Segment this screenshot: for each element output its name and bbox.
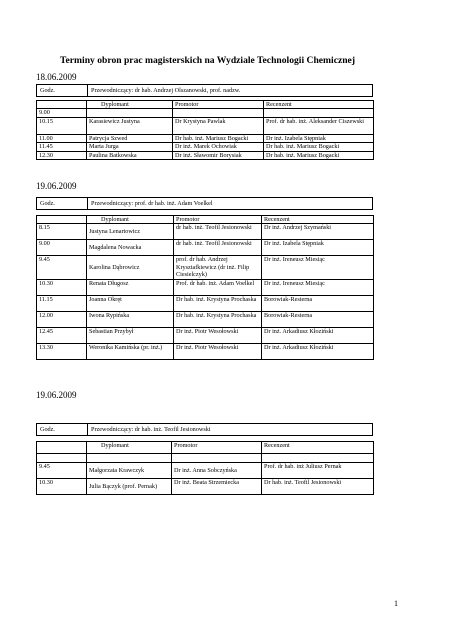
table-row bbox=[37, 109, 374, 117]
table-row bbox=[37, 296, 374, 312]
student-cell: Małgorzata Krawczyk bbox=[87, 463, 172, 479]
reviewer-cell: Dr hab. inż. Mariusz Bogacki bbox=[264, 151, 374, 159]
header-dyplomant: Dyplomant bbox=[87, 101, 173, 109]
time-cell: 12.00 bbox=[37, 312, 87, 328]
reviewer-cell: Dr inż. Izabela Stępniak bbox=[264, 134, 374, 142]
student-cell: Marta Jurga bbox=[87, 143, 173, 151]
student-cell: Iwona Rypińska bbox=[87, 312, 174, 328]
table-row bbox=[37, 312, 374, 328]
table-row bbox=[37, 479, 374, 495]
reviewer-cell: Borowiak-Resterna bbox=[262, 296, 374, 312]
table-header-row bbox=[37, 442, 374, 454]
table-row bbox=[37, 256, 374, 280]
header-promotor: Promotor bbox=[172, 442, 262, 454]
student-cell: Karolina Dąbrowicz bbox=[87, 256, 174, 280]
section-meta-box bbox=[36, 423, 373, 436]
time-cell: 11.00 bbox=[37, 134, 87, 142]
supervisor-cell: Dr Krystyna Pawlak bbox=[173, 117, 264, 134]
reviewer-cell: Dr inż. Ireneusz Miesiąc bbox=[262, 256, 374, 280]
student-cell: Julia Bączyk (prof. Pernak) bbox=[87, 479, 172, 495]
table-row bbox=[37, 240, 374, 256]
student-cell: Sebastian Przybył bbox=[87, 328, 174, 344]
header-dyplomant: Dyplomant bbox=[87, 216, 174, 224]
student-cell: Weronika Kamińska (pr. inż.) bbox=[87, 344, 174, 360]
document-title: Terminy obron prac magisterskich na Wydziale Technologii Chemicznej bbox=[60, 55, 356, 66]
section-meta-box bbox=[36, 197, 373, 210]
student-cell: Renata Długosz bbox=[87, 280, 174, 296]
student-cell: Karasiewicz Justyna bbox=[87, 117, 173, 134]
chair-text: Przewodniczący: prof. dr hab. inż. Adam Voelkel bbox=[91, 200, 213, 207]
section-meta-box bbox=[36, 84, 373, 97]
godz-label: Godz. bbox=[40, 87, 55, 94]
time-cell: 11.15 bbox=[37, 296, 87, 312]
page-number: 1 bbox=[394, 599, 398, 608]
reviewer-cell: Dr inż. Arkadiusz Kłoziński bbox=[262, 328, 374, 344]
table-row bbox=[37, 117, 374, 134]
reviewer-cell: Dr inż. Andrzej Szymański bbox=[262, 224, 374, 240]
header-recenzent: Recenzent bbox=[262, 442, 374, 454]
reviewer-cell bbox=[264, 109, 374, 117]
supervisor-cell: Prof. dr hab. inż. Adam Voelkel bbox=[174, 280, 262, 296]
spacer-row bbox=[37, 454, 374, 463]
student-cell bbox=[87, 109, 173, 117]
supervisor-cell: Dr inż. Sławomir Borysiak bbox=[173, 151, 264, 159]
supervisor-cell bbox=[173, 109, 264, 117]
time-cell: 10.30 bbox=[37, 479, 87, 495]
time-cell: 9.00 bbox=[37, 109, 87, 117]
reviewer-cell: Borowiak-Resterna bbox=[262, 312, 374, 328]
supervisor-cell: Dr inż. Beata Strzemiecka bbox=[172, 479, 262, 495]
header-dyplomant: Dyplomant bbox=[87, 442, 172, 454]
reviewer-cell: Dr hab. inż. Teofil Jesionowski bbox=[262, 479, 374, 495]
header-promotor: Promotor bbox=[173, 101, 264, 109]
time-cell: 9.45 bbox=[37, 256, 87, 280]
table-header-row bbox=[37, 216, 374, 224]
schedule-table bbox=[36, 100, 374, 160]
section-date: 18.06.2009 bbox=[36, 72, 77, 82]
supervisor-cell: Dr hab. inż. Krystyna Prochaska bbox=[174, 296, 262, 312]
student-cell: Justyna Lenartowicz bbox=[87, 224, 174, 240]
table-row bbox=[37, 134, 374, 142]
time-cell: 10.30 bbox=[37, 280, 87, 296]
supervisor-cell: Dr inż. Piotr Wesołowski bbox=[174, 344, 262, 360]
table-row bbox=[37, 328, 374, 344]
time-cell: 12.45 bbox=[37, 328, 87, 344]
reviewer-cell: Dr inż. Arkadiusz Kłoziński bbox=[262, 344, 374, 360]
time-cell: 9.00 bbox=[37, 240, 87, 256]
reviewer-cell: Prof. dr hab. inż Juliusz Pernak bbox=[262, 463, 374, 479]
supervisor-cell: Dr hab. inż. Krystyna Prochaska bbox=[174, 312, 262, 328]
time-cell: 8.15 bbox=[37, 224, 87, 240]
schedule-table bbox=[36, 441, 374, 495]
time-cell: 10.15 bbox=[37, 117, 87, 134]
student-cell: Patrycja Szwed bbox=[87, 134, 173, 142]
supervisor-cell: Dr inż. Marek Ochowiak bbox=[173, 143, 264, 151]
section-date: 19.06.2009 bbox=[36, 390, 77, 400]
schedule-table bbox=[36, 215, 374, 360]
time-cell: 9.45 bbox=[37, 463, 87, 479]
chair-text: Przewodniczący: dr hab. Andrzej Olszanowski, prof. nadzw. bbox=[91, 87, 241, 94]
supervisor-cell: Dr hab. inż. Mariusz Bogacki bbox=[173, 134, 264, 142]
header-promotor: Promotor bbox=[174, 216, 262, 224]
section-date: 19.06.2009 bbox=[36, 181, 77, 191]
table-row bbox=[37, 143, 374, 151]
reviewer-cell: Dr hab. inż. Mariusz Bogacki bbox=[264, 143, 374, 151]
chair-text: Przewodniczący: dr hab. inż. Teofil Jesionowski bbox=[91, 426, 211, 433]
time-cell: 12.30 bbox=[37, 151, 87, 159]
time-cell: 13.30 bbox=[37, 344, 87, 360]
supervisor-cell: dr hab. inż. Teofil Jesionowski bbox=[174, 240, 262, 256]
godz-label: Godz. bbox=[40, 200, 55, 207]
table-row bbox=[37, 224, 374, 240]
reviewer-cell: Dr inż. Ireneusz Miesiąc bbox=[262, 280, 374, 296]
supervisor-cell: Dr inż. Anna Sobczyńska bbox=[172, 463, 262, 479]
table-row bbox=[37, 280, 374, 296]
table-row bbox=[37, 151, 374, 159]
student-cell: Paulina Batkowska bbox=[87, 151, 173, 159]
supervisor-cell: Dr inż. Piotr Wesołowski bbox=[174, 328, 262, 344]
reviewer-cell: Prof. dr hab. inż. Aleksander Ciszewski bbox=[264, 117, 374, 134]
godz-label: Godz. bbox=[40, 426, 55, 433]
table-header-row bbox=[37, 101, 374, 109]
student-cell: Magdalena Nowacka bbox=[87, 240, 174, 256]
student-cell: Joanna Okręt bbox=[87, 296, 174, 312]
supervisor-cell: prof. dr hab. Andrzej Krysztafkiewicz (dr inż. Filip Ciesielczyk) bbox=[174, 256, 262, 280]
table-row bbox=[37, 344, 374, 360]
reviewer-cell: Dr inż. Izabela Stępniak bbox=[262, 240, 374, 256]
time-cell: 11.45 bbox=[37, 143, 87, 151]
header-recenzent: Recenzent bbox=[262, 216, 374, 224]
table-row bbox=[37, 463, 374, 479]
header-recenzent: Recenzent bbox=[264, 101, 374, 109]
supervisor-cell: dr hab. inż. Teofil Jesionowski bbox=[174, 224, 262, 240]
